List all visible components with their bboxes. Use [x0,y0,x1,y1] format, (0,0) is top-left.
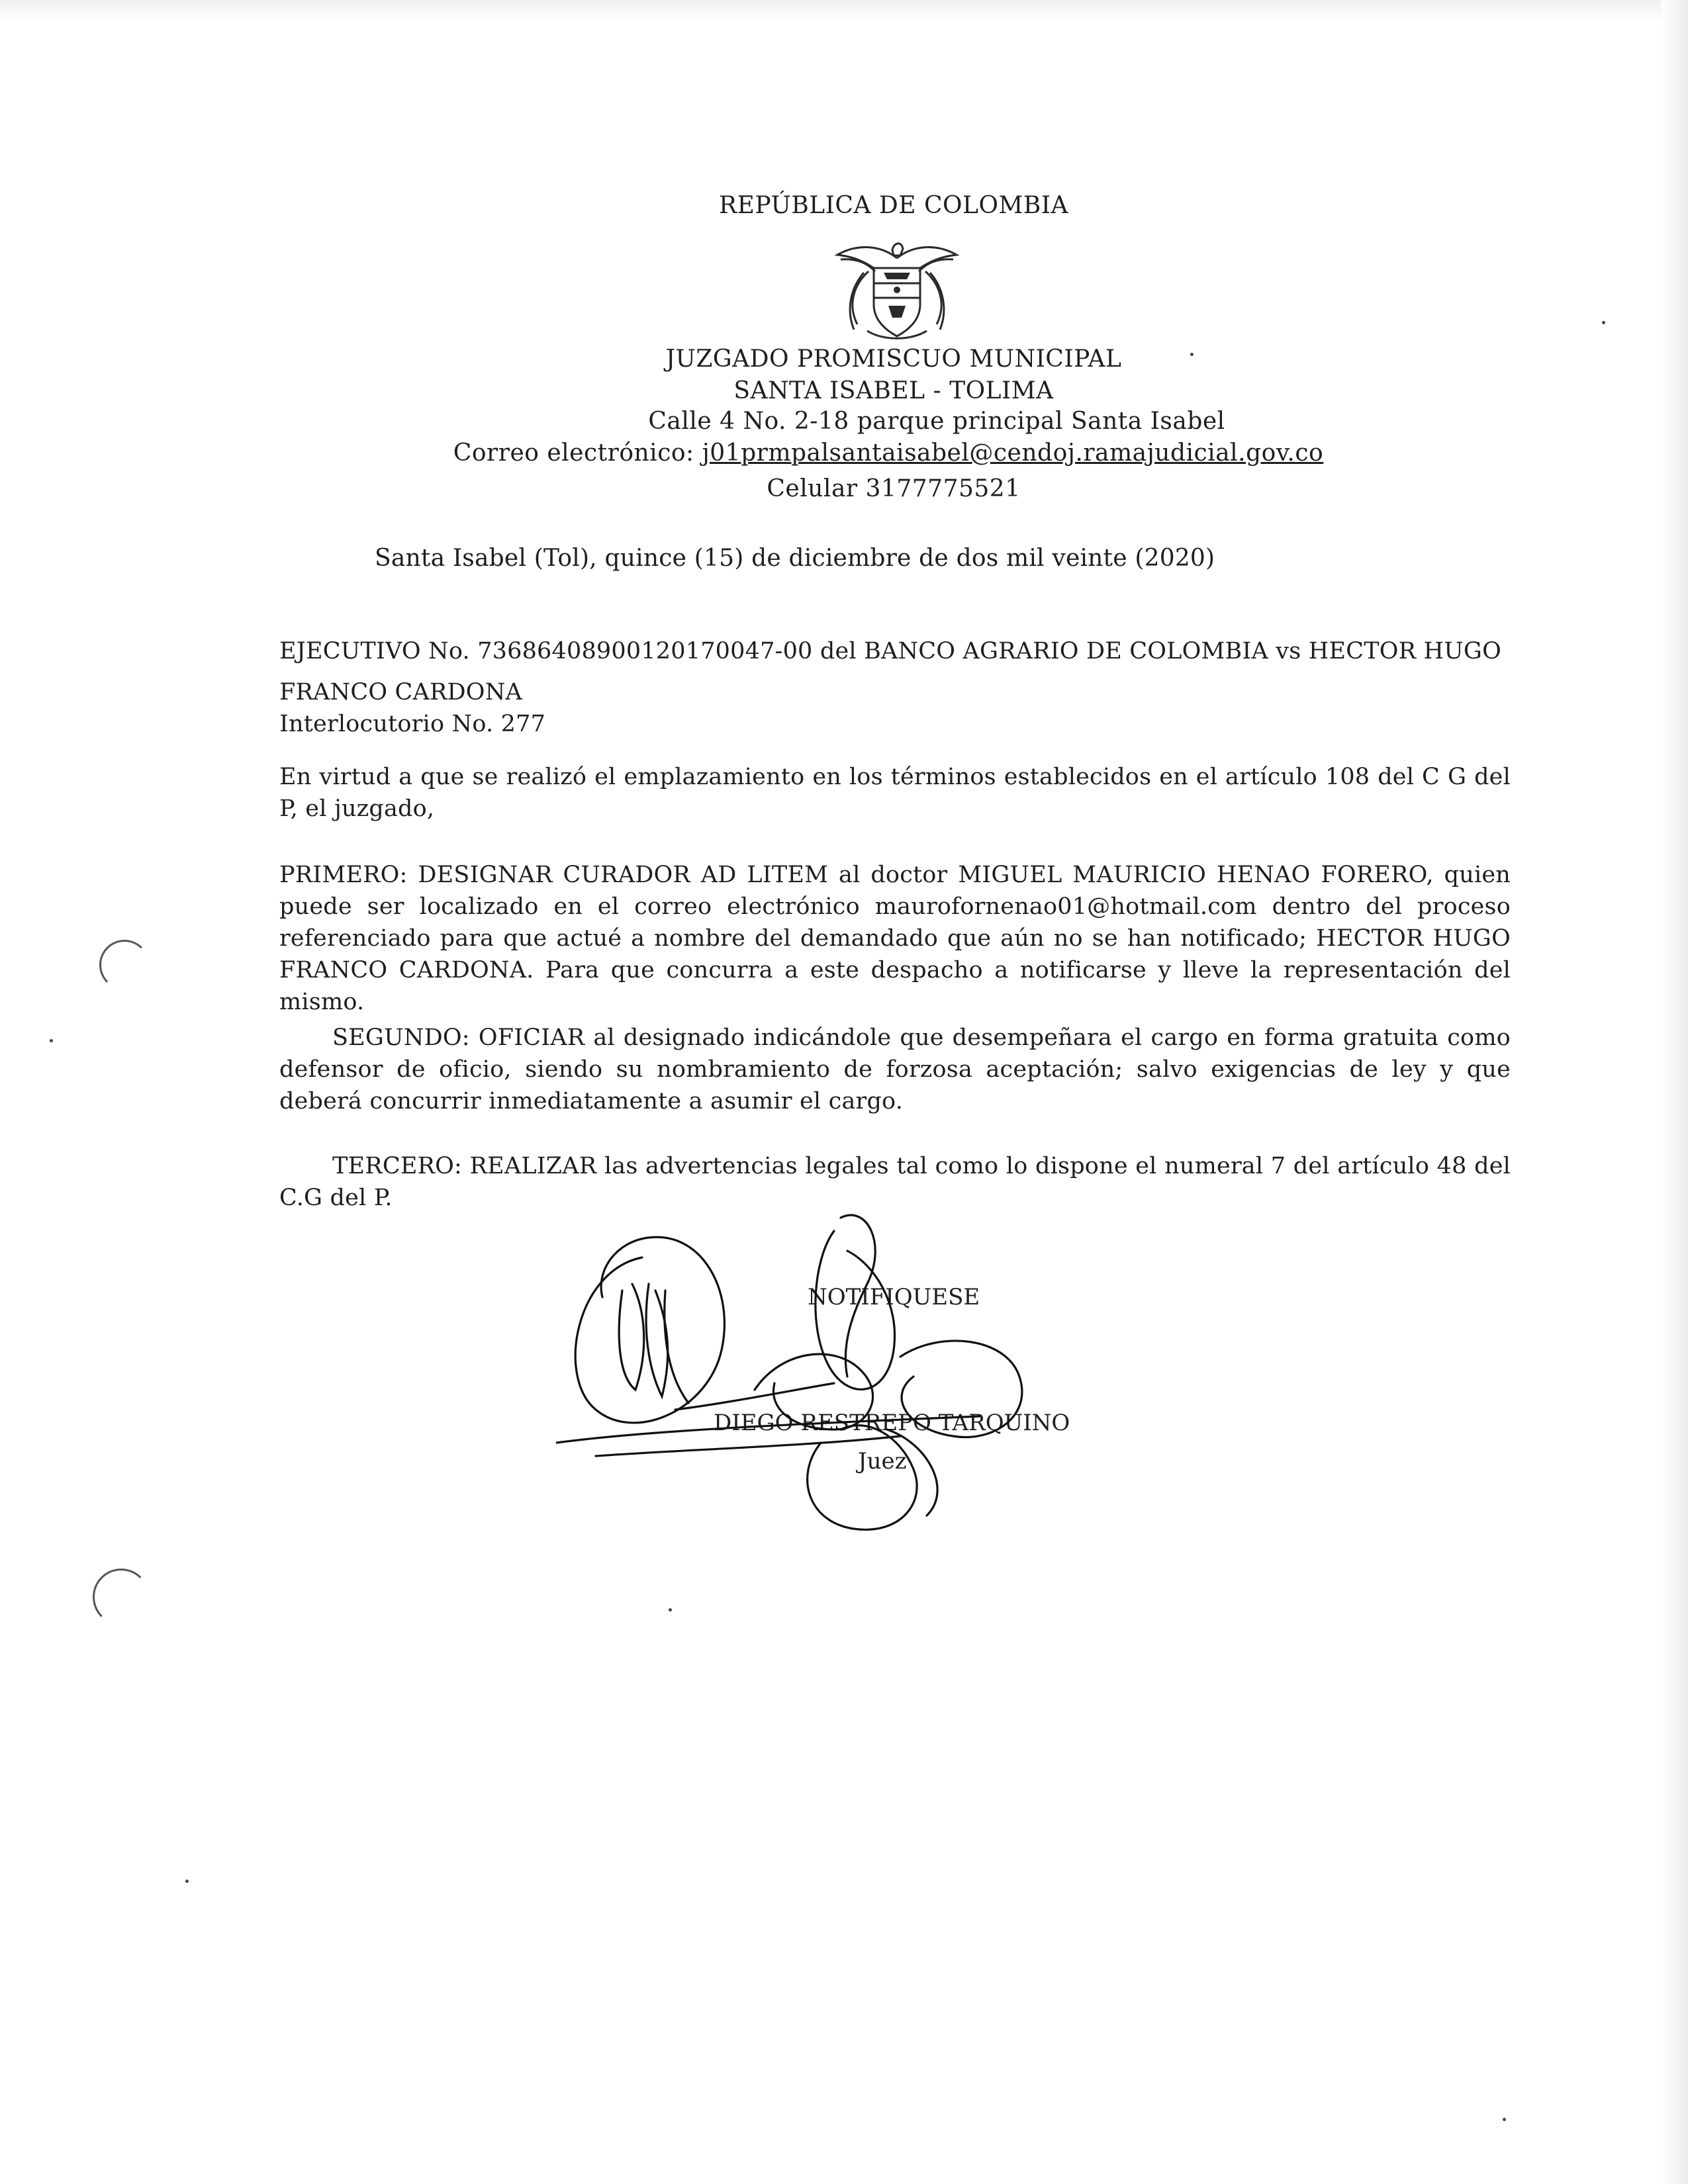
country-heading: REPÚBLICA DE COLOMBIA [719,192,1068,219]
court-email-link[interactable]: j01prmpalsantaisabel@cendoj.ramajudicial.gov.co [702,439,1324,467]
scan-speck [1503,2118,1506,2121]
scan-speck [1602,321,1605,324]
court-phone: Celular 3177775521 [767,475,1021,502]
case-line-1: EJECUTIVO No. 73686408900120170047-00 del BANCO AGRARIO DE COLOMBIA vs HECTOR HUGO [279,638,1501,664]
punch-hole-mark [99,940,150,990]
coat-of-arms-icon [827,232,966,344]
scan-edge [0,0,1688,23]
case-line-2: FRANCO CARDONA [279,679,523,705]
court-name: JUZGADO PROMISCUO MUNICIPAL [665,345,1122,373]
segundo-paragraph: SEGUNDO: OFICIAR al designado indicándole que desempeñara el cargo en forma gratuita como defensor de oficio, siendo su nombramiento de forzosa aceptación; salvo exigencias de ley y que deberá concurrir inmediatamente a asumir el cargo. [279,1024,1511,1115]
scan-speck [50,1039,53,1042]
interlocutory-number: Interlocutorio No. 277 [279,711,546,737]
scan-edge [1662,0,1688,2184]
scan-speck [1190,353,1194,356]
judge-name: DIEGO RESTREPO TARQUINO [714,1410,1070,1436]
punch-hole-mark [93,1569,150,1625]
court-email-line [453,439,1323,467]
scan-speck [185,1880,189,1883]
handwritten-signature [556,1191,1139,1562]
email-label: Correo electrónico: [453,439,694,467]
scan-speck [669,1608,672,1612]
primero-paragraph: PRIMERO: DESIGNAR CURADOR AD LITEM al doctor MIGUEL MAURICIO HENAO FORERO, quien puede ser localizado en el correo electrónico maurofornenao01@hotmail.com dentro del proceso referenciado para que actué a nombre del demandado que aún no se han notificado; HECTOR HUGO FRANCO CARDONA. Para que concurra a este despacho a notificarse y lleve la representación del mismo. [279,862,1511,1015]
tercero-paragraph: TERCERO: REALIZAR las advertencias legales tal como lo dispone el numeral 7 del artículo 48 del C.G del P. [279,1153,1511,1211]
date-line: Santa Isabel (Tol), quince (15) de diciembre de dos mil veinte (2020) [375,545,1215,572]
notify-label: NOTIFIQUESE [808,1284,980,1310]
court-address: Calle 4 No. 2-18 parque principal Santa Isabel [648,408,1225,435]
court-location: SANTA ISABEL - TOLIMA [733,377,1054,404]
judge-title: Juez [858,1448,907,1475]
intro-paragraph: En virtud a que se realizó el emplazamiento en los términos establecidos en el artículo 108 del C G del P, el juzgado, [279,764,1511,822]
